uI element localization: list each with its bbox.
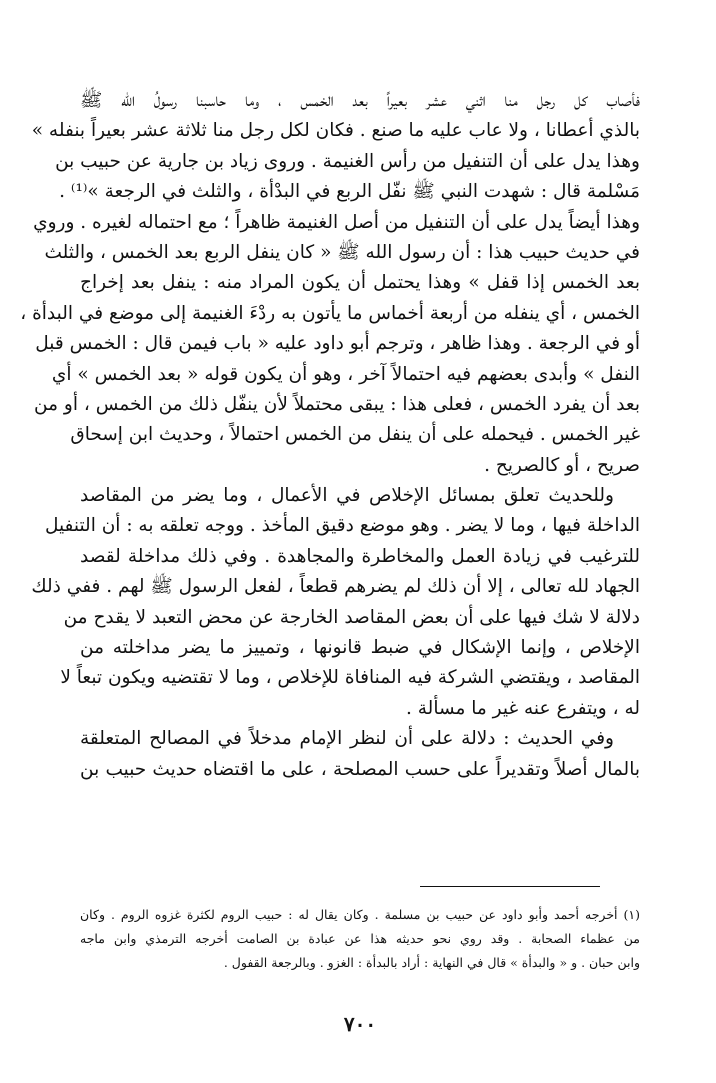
footnotes [80,903,640,975]
text-line: بعد أن يفرد الخمس ، فعلى هذا : يبقى محتملاً لأن ينفّل ذلك من الخمس ، أو من [34,393,640,415]
footnote-divider [420,886,600,887]
text-line: أو في الرجعة . وهذا ظاهر ، وترجم أبو داود عليه « باب فيمن قال : الخمس قبل [35,333,640,355]
main-text [20,86,640,785]
text-line: وللحديث تعلق بمسائل الإخلاص في الأعمال ، وما يضر من المقاصد [80,485,614,507]
text-line: صريح ، أو كالصريح . [484,454,640,476]
text-line: بالذي أعطانا ، ولا عاب عليه ما صنع . فكان لكل رجل منا ثلاثة عشر بعيراً بنفله » [31,120,640,142]
footnote-line: من عظماء الصحابة . وقد روي نحو حديثه هذا عن عبادة بن الصامت أخرجه الترمذي وابن ماجه [80,931,640,946]
text-line: النفل » وأبدى بعضهم فيه احتمالاً آخر ، وهو أن يكون قوله « بعد الخمس » أي [51,363,640,385]
text-line: له ، ويتفرع عنه غير ما مسألة . [406,697,640,719]
text-line: للترغيب في زيادة العمل والمخاطرة والمجاهدة . وفي ذلك مداخلة لقصد [80,545,640,567]
footnote-line: (١) أخرجه أحمد وأبو داود عن حبيب بن مسلمة . وكان يقال له : حبيب الروم لكثرة غزوه الروم . وكان [80,907,640,922]
text-line: دلالة لا شك فيها على أن بعض المقاصد الخارجة عن محض التعبد لا يقدح من [63,606,640,628]
text-line: غير الخمس . فيحمله على أن ينفل من الخمس احتمالاً ، وحديث ابن إسحاق [70,424,640,446]
text-line: الإخلاص ، وإنما الإشكال في ضبط قانونها ، وتمييز ما يضر مداخلته من [80,637,640,659]
text-line: الجهاد لله تعالى ، إلا أن ذلك لم يضرهم قطعاً ، لفعل الرسول ﷺ لهم . ففي ذلك [31,576,640,598]
text-line: وفي الحديث : دلالة على أن لنظر الإمام مدخلاً في المصالح المتعلقة [80,728,614,750]
footnote-line: وابن حبان . و « والبدأة » قال في النهاية : أراد بالبدأة : الغزو . وبالرجعة القفول . [223,955,640,970]
text-line: الداخلة فيها ، وما لا يضر . وهو موضع دقيق المأخذ . ووجه تعلقه به : أن التنفيل [44,515,640,537]
text-line: الخمس ، أي ينفله من أربعة أخماس ما يأتون به ردْءَ الغنيمة إلى موضع في البدأة ، [20,302,640,324]
text-line: وهذا يدل على أن التنفيل من رأس الغنيمة . وروى زياد بن جارية عن حبيب بن [55,150,640,172]
text-line: في حديث حبيب هذا : أن رسول الله ﷺ « كان ينفل الربع بعد الخمس ، والثلث [44,241,640,263]
page-number: ٧٠٠ [343,1012,377,1036]
text-line: مَسْلمة قال : شهدت النبي ﷺ نفّل الربع في البدْأة ، والثلث في الرجعة »⁽¹⁾ . [59,181,640,203]
text-line: المقاصد ، ويقتضي الشركة فيه المنافاة للإخلاص ، وما لا تقتضيه ويكون تبعاً لا [60,667,640,689]
text-line: وهذا أيضاً يدل على أن التنفيل من أصل الغنيمة ظاهراً ؛ مع احتماله لغيره . وروي [33,211,640,233]
text-line: بالمال أصلاً وتقديراً على حسب المصلحة ، على ما اقتضاه حديث حبيب بن [80,758,640,780]
text-line: بعد الخمس إذا قفل » وهذا يحتمل أن يكون المراد منه : ينفل بعد إخراج [80,272,640,294]
text-line: فأصاب كل رجل منا اثني عشر بعيراً بعد الخمس ، وما حاسبنا رسولُ الله ﷺ [80,90,640,111]
